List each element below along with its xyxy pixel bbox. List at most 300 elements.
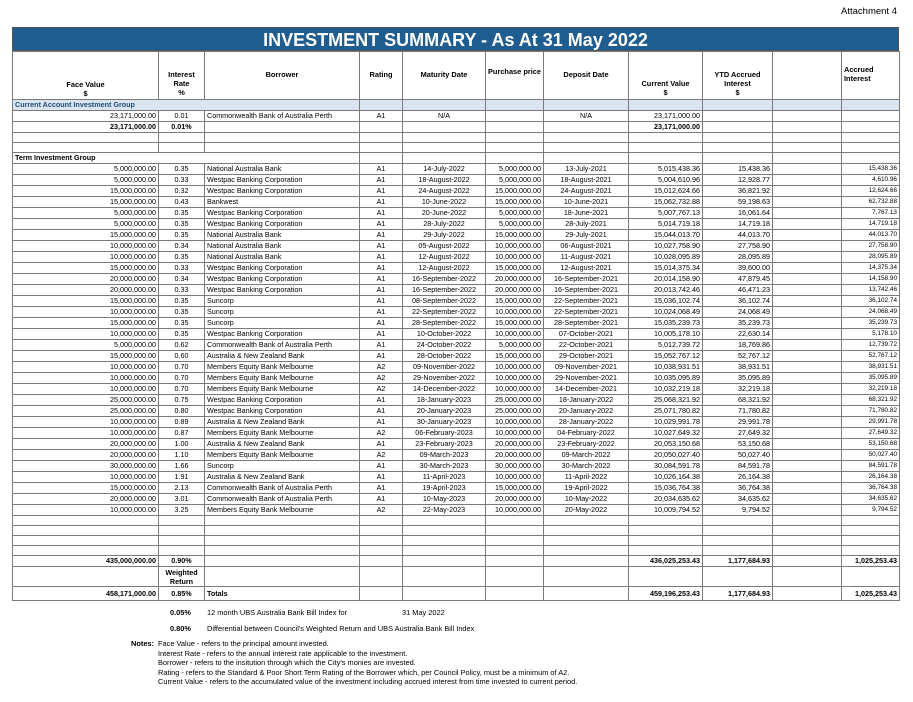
current-value-cell: 10,005,178.10 — [629, 329, 703, 340]
col-ytd-accrued-interest: YTD Accrued Interest $ — [703, 52, 773, 100]
deposit-date-cell: 13-July-2021 — [544, 164, 629, 175]
face-value-cell: 20,000,000.00 — [13, 274, 159, 285]
accrued-interest-cell: 14,719.18 — [842, 219, 900, 230]
borrower-cell: Members Equity Bank Melbourne — [205, 505, 360, 516]
interest-rate-cell: 0.35 — [159, 318, 205, 329]
blank-cell — [629, 516, 703, 526]
current-value-cell: 5,015,438.36 — [629, 164, 703, 175]
table-row — [13, 428, 900, 439]
deposit-date-cell: 28-September-2021 — [544, 318, 629, 329]
table-row — [13, 219, 900, 230]
purchase-price-cell: 5,000,000.00 — [486, 175, 544, 186]
rating-cell: A1 — [360, 296, 403, 307]
accrued-interest-cell: 36,764.38 — [842, 483, 900, 494]
borrower-cell: Westpac Banking Corporation — [205, 208, 360, 219]
borrower-cell: Members Equity Bank Melbourne — [205, 428, 360, 439]
ytd-interest-cell: 27,758.90 — [703, 241, 773, 252]
spacer-row — [13, 516, 900, 526]
blank-cell — [403, 546, 486, 556]
blank-cell — [360, 556, 403, 567]
borrower-cell: Westpac Banking Corporation — [205, 175, 360, 186]
accrued-interest-cell: 24,068.49 — [842, 307, 900, 318]
subtotal-current-value: 436,025,253.43 — [629, 556, 703, 567]
accrued-interest-cell: 62,732.88 — [842, 197, 900, 208]
accrued-interest-cell: 26,164.38 — [842, 472, 900, 483]
blank-cell — [773, 536, 842, 546]
ytd-interest-cell: 59,198.63 — [703, 197, 773, 208]
current-value-cell: 25,068,321.92 — [629, 395, 703, 406]
blank-cell — [773, 587, 842, 601]
borrower-cell: Commonwealth Bank of Australia Perth — [205, 494, 360, 505]
maturity-date-cell: 30-January-2023 — [403, 417, 486, 428]
interest-rate-cell: 0.35 — [159, 219, 205, 230]
blank-cell — [773, 567, 842, 587]
blank-cell — [773, 252, 842, 263]
ytd-interest-cell: 36,764.38 — [703, 483, 773, 494]
current-value-cell: 10,009,794.52 — [629, 505, 703, 516]
blank-cell — [629, 567, 703, 587]
ytd-interest-cell: 35,239.73 — [703, 318, 773, 329]
ytd-interest-cell: 18,769.86 — [703, 340, 773, 351]
purchase-price-cell: 20,000,000.00 — [486, 450, 544, 461]
accrued-interest-cell: 35,239.73 — [842, 318, 900, 329]
differential-text: Differential between Council's Weighted Return and UBS Australia Bank Bill Index — [207, 624, 475, 633]
current-value-cell: 10,035,095.89 — [629, 373, 703, 384]
current-value-cell: 20,034,635.62 — [629, 494, 703, 505]
blank-cell — [544, 567, 629, 587]
blank-cell — [13, 546, 159, 556]
table-row — [13, 494, 900, 505]
maturity-date-cell: 20-January-2023 — [403, 406, 486, 417]
interest-rate-cell: 0.35 — [159, 329, 205, 340]
blank-cell — [773, 450, 842, 461]
ytd-interest-cell: 53,150.68 — [703, 439, 773, 450]
borrower-cell: Commonwealth Bank of Australia Perth — [205, 483, 360, 494]
rating-cell: A1 — [360, 186, 403, 197]
ytd-interest-cell: 84,591.78 — [703, 461, 773, 472]
blank-cell — [773, 208, 842, 219]
accrued-interest-cell: 50,027.40 — [842, 450, 900, 461]
deposit-date-cell: 07-October-2021 — [544, 329, 629, 340]
table-row — [13, 439, 900, 450]
purchase-price-cell: 5,000,000.00 — [486, 219, 544, 230]
spacer-row — [13, 143, 900, 153]
deposit-date-cell: 30-March-2022 — [544, 461, 629, 472]
face-value-cell: 15,000,000.00 — [13, 318, 159, 329]
spacer-row — [13, 536, 900, 546]
interest-rate-cell: 0.34 — [159, 274, 205, 285]
face-value-cell: 20,000,000.00 — [13, 494, 159, 505]
maturity-date-cell: 18-January-2023 — [403, 395, 486, 406]
current-value-cell: 10,024,068.49 — [629, 307, 703, 318]
blank-cell — [842, 567, 900, 587]
interest-rate-cell: 3.25 — [159, 505, 205, 516]
blank-cell — [773, 296, 842, 307]
maturity-date-cell: 22-May-2023 — [403, 505, 486, 516]
borrower-cell: National Australia Bank — [205, 252, 360, 263]
interest-rate-cell: 0.35 — [159, 208, 205, 219]
header-row — [13, 52, 900, 100]
face-value-cell: 5,000,000.00 — [13, 219, 159, 230]
blank-cell — [205, 536, 360, 546]
face-value-cell: 10,000,000.00 — [13, 384, 159, 395]
blank-cell — [205, 526, 360, 536]
accrued-interest-cell: 13,742.46 — [842, 285, 900, 296]
maturity-date-cell: 16-September-2022 — [403, 285, 486, 296]
purchase-price-cell: 20,000,000.00 — [486, 285, 544, 296]
blank-cell — [773, 219, 842, 230]
face-value-cell: 15,000,000.00 — [13, 186, 159, 197]
face-value-cell: 10,000,000.00 — [13, 472, 159, 483]
ytd-interest-cell: 27,649.32 — [703, 428, 773, 439]
borrower-cell: Australia & New Zealand Bank — [205, 417, 360, 428]
blank-cell — [403, 526, 486, 536]
interest-rate-cell: 0.35 — [159, 252, 205, 263]
borrower-cell: National Australia Bank — [205, 241, 360, 252]
subtotal-row-current: 23,171,000.00 0.01% 23,171,000.00 — [13, 122, 900, 133]
borrower-cell: Suncorp — [205, 296, 360, 307]
note-current-value: Current Value - refers to the accumulated value of the investment including accrued interest from time invested to current period. — [158, 677, 578, 687]
table-row — [13, 329, 900, 340]
purchase-price-cell: 5,000,000.00 — [486, 340, 544, 351]
interest-rate-cell: 0.35 — [159, 230, 205, 241]
borrower-cell: Westpac Banking Corporation — [205, 186, 360, 197]
col-accrued-interest: Accrued Interest — [842, 52, 900, 100]
table-row — [13, 318, 900, 329]
purchase-price-cell: 15,000,000.00 — [486, 230, 544, 241]
deposit-date-cell: 18-January-2022 — [544, 395, 629, 406]
blank-cell — [773, 241, 842, 252]
blank-cell — [773, 472, 842, 483]
table-row — [13, 472, 900, 483]
blank-cell — [773, 439, 842, 450]
deposit-date-cell: 20-January-2022 — [544, 406, 629, 417]
accrued-interest-cell: 27,758.90 — [842, 241, 900, 252]
purchase-price-cell: 20,000,000.00 — [486, 494, 544, 505]
blank-cell — [773, 384, 842, 395]
borrower-cell: Westpac Banking Corporation — [205, 406, 360, 417]
blank-cell — [703, 567, 773, 587]
rating-cell: A1 — [360, 274, 403, 285]
subtotal-rate: 0.90% — [159, 556, 205, 567]
table-row — [13, 252, 900, 263]
blank-cell — [544, 587, 629, 601]
accrued-interest-cell: 14,375.34 — [842, 263, 900, 274]
deposit-date-cell: 10-May-2022 — [544, 494, 629, 505]
maturity-date-cell: 12-August-2022 — [403, 252, 486, 263]
face-value-cell: 5,000,000.00 — [13, 175, 159, 186]
face-value-cell: 10,000,000.00 — [13, 307, 159, 318]
purchase-price-cell: 10,000,000.00 — [486, 417, 544, 428]
rating-cell: A2 — [360, 428, 403, 439]
rating-cell: A2 — [360, 362, 403, 373]
deposit-date-cell: 20-May-2022 — [544, 505, 629, 516]
deposit-date-cell: 22-September-2021 — [544, 307, 629, 318]
table-row — [13, 197, 900, 208]
blank-cell — [773, 556, 842, 567]
note-borrower: Borrower - refers to the insitution through which the City's monies are invested. — [158, 658, 416, 668]
current-value-cell: 15,044,013.70 — [629, 230, 703, 241]
col-blank — [773, 52, 842, 100]
blank-cell — [403, 556, 486, 567]
deposit-date-cell: 06-August-2021 — [544, 241, 629, 252]
accrued-interest-cell: 12,624.66 — [842, 186, 900, 197]
face-value-cell: 5,000,000.00 — [13, 340, 159, 351]
ytd-interest-cell: 24,068.49 — [703, 307, 773, 318]
interest-rate-cell: 1.10 — [159, 450, 205, 461]
table-row — [13, 417, 900, 428]
ytd-interest-cell: 71,780.82 — [703, 406, 773, 417]
rating-cell: A1 — [360, 241, 403, 252]
col-purchase-price: Purchase price — [486, 52, 544, 100]
blank-cell — [773, 428, 842, 439]
interest-rate-cell: 0.43 — [159, 197, 205, 208]
table-row — [13, 505, 900, 516]
subtotal-face-value: 435,000,000.00 — [13, 556, 159, 567]
note-interest-rate: Interest Rate - refers to the annual interest rate applicable to the investment. — [158, 648, 408, 658]
blank-cell — [403, 516, 486, 526]
blank-cell — [773, 285, 842, 296]
deposit-date-cell: 22-September-2021 — [544, 296, 629, 307]
rating-cell: A1 — [360, 494, 403, 505]
purchase-price-cell: 5,000,000.00 — [486, 208, 544, 219]
attachment-label: Attachment 4 — [841, 6, 897, 17]
purchase-price-cell: 30,000,000.00 — [486, 461, 544, 472]
blank-cell — [13, 567, 159, 587]
ytd-interest-cell: 52,767.12 — [703, 351, 773, 362]
maturity-date-cell: 09-November-2022 — [403, 362, 486, 373]
blank-cell — [13, 526, 159, 536]
interest-rate-cell: 0.33 — [159, 263, 205, 274]
deposit-date-cell: 18-June-2021 — [544, 208, 629, 219]
table-row — [13, 230, 900, 241]
ytd-interest-cell: 47,879.45 — [703, 274, 773, 285]
borrower-cell: Australia & New Zealand Bank — [205, 351, 360, 362]
maturity-date-cell: 14-July-2022 — [403, 164, 486, 175]
maturity-date-cell: 10-October-2022 — [403, 329, 486, 340]
deposit-date-cell: 09-March-2022 — [544, 450, 629, 461]
blank-cell — [773, 307, 842, 318]
rating-cell: A2 — [360, 505, 403, 516]
accrued-interest-cell: 29,991.78 — [842, 417, 900, 428]
maturity-date-cell: 11-April-2023 — [403, 472, 486, 483]
current-value-cell: 15,036,102.74 — [629, 296, 703, 307]
accrued-interest-cell: 35,095.89 — [842, 373, 900, 384]
current-value-cell: 20,014,158.90 — [629, 274, 703, 285]
blank-cell — [773, 373, 842, 384]
face-value-cell: 10,000,000.00 — [13, 362, 159, 373]
deposit-date-cell: 04-February-2022 — [544, 428, 629, 439]
deposit-date-cell: 10-June-2021 — [544, 197, 629, 208]
spacer-row — [13, 133, 900, 143]
table-row — [13, 450, 900, 461]
ytd-interest-cell: 32,219.18 — [703, 384, 773, 395]
purchase-price-cell: 15,000,000.00 — [486, 296, 544, 307]
blank-cell — [773, 230, 842, 241]
rating-cell: A2 — [360, 450, 403, 461]
rating-cell: A1 — [360, 461, 403, 472]
current-value-cell: 10,029,991.78 — [629, 417, 703, 428]
maturity-date-cell: 10-May-2023 — [403, 494, 486, 505]
blank-cell — [544, 516, 629, 526]
ytd-interest-cell: 46,471.23 — [703, 285, 773, 296]
blank-cell — [486, 536, 544, 546]
deposit-date-cell: 24-August-2021 — [544, 186, 629, 197]
accrued-interest-cell: 36,102.74 — [842, 296, 900, 307]
maturity-date-cell: 10-June-2022 — [403, 197, 486, 208]
ytd-interest-cell: 36,821.92 — [703, 186, 773, 197]
blank-cell — [842, 516, 900, 526]
interest-rate-cell: 0.35 — [159, 164, 205, 175]
maturity-date-cell: 05-August-2022 — [403, 241, 486, 252]
face-value-cell: 15,000,000.00 — [13, 483, 159, 494]
totals-row — [13, 587, 900, 601]
notes-label: Notes: — [131, 639, 154, 648]
group-header-term: Term Investment Group — [13, 153, 900, 164]
table-row — [13, 186, 900, 197]
accrued-interest-cell: 5,178.10 — [842, 329, 900, 340]
blank-cell — [360, 546, 403, 556]
table-row — [13, 340, 900, 351]
col-interest-rate: Interest Rate % — [159, 52, 205, 100]
interest-rate-cell: 0.35 — [159, 307, 205, 318]
maturity-date-cell: 16-September-2022 — [403, 274, 486, 285]
deposit-date-cell: 11-August-2021 — [544, 252, 629, 263]
borrower-cell: National Australia Bank — [205, 230, 360, 241]
blank-cell — [629, 536, 703, 546]
maturity-date-cell: 23-February-2023 — [403, 439, 486, 450]
interest-rate-cell: 0.33 — [159, 175, 205, 186]
maturity-date-cell: 22-September-2022 — [403, 307, 486, 318]
blank-cell — [773, 164, 842, 175]
face-value-cell: 25,000,000.00 — [13, 406, 159, 417]
rating-cell: A1 — [360, 318, 403, 329]
blank-cell — [629, 526, 703, 536]
borrower-cell: National Australia Bank — [205, 164, 360, 175]
note-rating: Rating - refers to the Standard & Poor Short Term Rating of the Borrower which, per Council Policy, must be a minimum of A2. — [158, 667, 570, 677]
note-face-value: Face Value - refers to the principal amount invested. — [158, 639, 329, 648]
accrued-interest-cell: 15,438.36 — [842, 164, 900, 175]
maturity-date-cell: 29-November-2022 — [403, 373, 486, 384]
blank-cell — [773, 362, 842, 373]
rating-cell: A2 — [360, 384, 403, 395]
current-value-cell: 20,053,150.68 — [629, 439, 703, 450]
current-value-cell: 10,028,095.89 — [629, 252, 703, 263]
col-deposit-date: Deposit Date — [544, 52, 629, 100]
blank-cell — [403, 567, 486, 587]
purchase-price-cell: 10,000,000.00 — [486, 472, 544, 483]
rating-cell: A1 — [360, 329, 403, 340]
face-value-cell: 10,000,000.00 — [13, 373, 159, 384]
blank-cell — [773, 318, 842, 329]
interest-rate-cell: 0.62 — [159, 340, 205, 351]
blank-cell — [773, 494, 842, 505]
deposit-date-cell: 19-April-2022 — [544, 483, 629, 494]
blank-cell — [773, 197, 842, 208]
maturity-date-cell: 12-August-2022 — [403, 263, 486, 274]
blank-cell — [360, 567, 403, 587]
purchase-price-cell: 15,000,000.00 — [486, 318, 544, 329]
blank-cell — [205, 516, 360, 526]
blank-cell — [773, 186, 842, 197]
current-value-cell: 15,062,732.88 — [629, 197, 703, 208]
borrower-cell: Members Equity Bank Melbourne — [205, 450, 360, 461]
table-row: 23,171,000.00 0.01 Commonwealth Bank of Australia Perth A1 N/A N/A 23,171,000.00 — [13, 111, 900, 122]
ytd-interest-cell: 39,600.00 — [703, 263, 773, 274]
blank-cell — [403, 587, 486, 601]
ytd-interest-cell: 38,931.51 — [703, 362, 773, 373]
ytd-interest-cell: 28,095.89 — [703, 252, 773, 263]
page-title: INVESTMENT SUMMARY - As At 31 May 2022 — [12, 27, 899, 51]
ytd-interest-cell: 22,630.14 — [703, 329, 773, 340]
spacer-row — [13, 546, 900, 556]
borrower-cell: Westpac Banking Corporation — [205, 395, 360, 406]
ytd-interest-cell: 9,794.52 — [703, 505, 773, 516]
current-value-cell: 15,012,624.66 — [629, 186, 703, 197]
maturity-date-cell: 09-March-2023 — [403, 450, 486, 461]
blank-cell — [773, 175, 842, 186]
maturity-date-cell: 20-June-2022 — [403, 208, 486, 219]
table-row — [13, 208, 900, 219]
index-date: 31 May 2022 — [402, 608, 445, 617]
purchase-price-cell: 10,000,000.00 — [486, 384, 544, 395]
current-value-cell: 5,004,610.96 — [629, 175, 703, 186]
ytd-interest-cell: 14,719.18 — [703, 219, 773, 230]
interest-rate-cell: 0.87 — [159, 428, 205, 439]
face-value-cell: 20,000,000.00 — [13, 285, 159, 296]
accrued-interest-cell: 84,591.78 — [842, 461, 900, 472]
borrower-cell: Australia & New Zealand Bank — [205, 472, 360, 483]
purchase-price-cell: 15,000,000.00 — [486, 197, 544, 208]
rating-cell: A1 — [360, 439, 403, 450]
maturity-date-cell: 28-October-2022 — [403, 351, 486, 362]
blank-cell — [159, 516, 205, 526]
purchase-price-cell: 10,000,000.00 — [486, 505, 544, 516]
deposit-date-cell: 16-September-2021 — [544, 274, 629, 285]
ytd-interest-cell: 44,013.70 — [703, 230, 773, 241]
current-value-cell: 10,027,649.32 — [629, 428, 703, 439]
maturity-date-cell: 24-August-2022 — [403, 186, 486, 197]
deposit-date-cell: 11-April-2022 — [544, 472, 629, 483]
accrued-interest-cell: 9,794.52 — [842, 505, 900, 516]
accrued-interest-cell: 34,635.62 — [842, 494, 900, 505]
face-value-cell: 5,000,000.00 — [13, 208, 159, 219]
table-row — [13, 263, 900, 274]
borrower-cell: Bankwest — [205, 197, 360, 208]
rating-cell: A1 — [360, 219, 403, 230]
accrued-interest-cell: 32,219.18 — [842, 384, 900, 395]
blank-cell — [360, 536, 403, 546]
interest-rate-cell: 0.75 — [159, 395, 205, 406]
interest-rate-cell: 0.80 — [159, 406, 205, 417]
weighted-return-label: Weighted Return — [159, 567, 205, 587]
deposit-date-cell: 14-December-2021 — [544, 384, 629, 395]
rating-cell: A2 — [360, 373, 403, 384]
ytd-interest-cell: 29,991.78 — [703, 417, 773, 428]
interest-rate-cell: 1.66 — [159, 461, 205, 472]
rating-cell: A1 — [360, 307, 403, 318]
blank-cell — [486, 546, 544, 556]
purchase-price-cell: 10,000,000.00 — [486, 252, 544, 263]
current-value-cell: 5,012,739.72 — [629, 340, 703, 351]
blank-cell — [159, 536, 205, 546]
spacer-row — [13, 526, 900, 536]
deposit-date-cell: 28-July-2021 — [544, 219, 629, 230]
deposit-date-cell: 18-August-2021 — [544, 175, 629, 186]
interest-rate-cell: 0.70 — [159, 362, 205, 373]
purchase-price-cell: 25,000,000.00 — [486, 395, 544, 406]
ytd-interest-cell: 12,928.77 — [703, 175, 773, 186]
